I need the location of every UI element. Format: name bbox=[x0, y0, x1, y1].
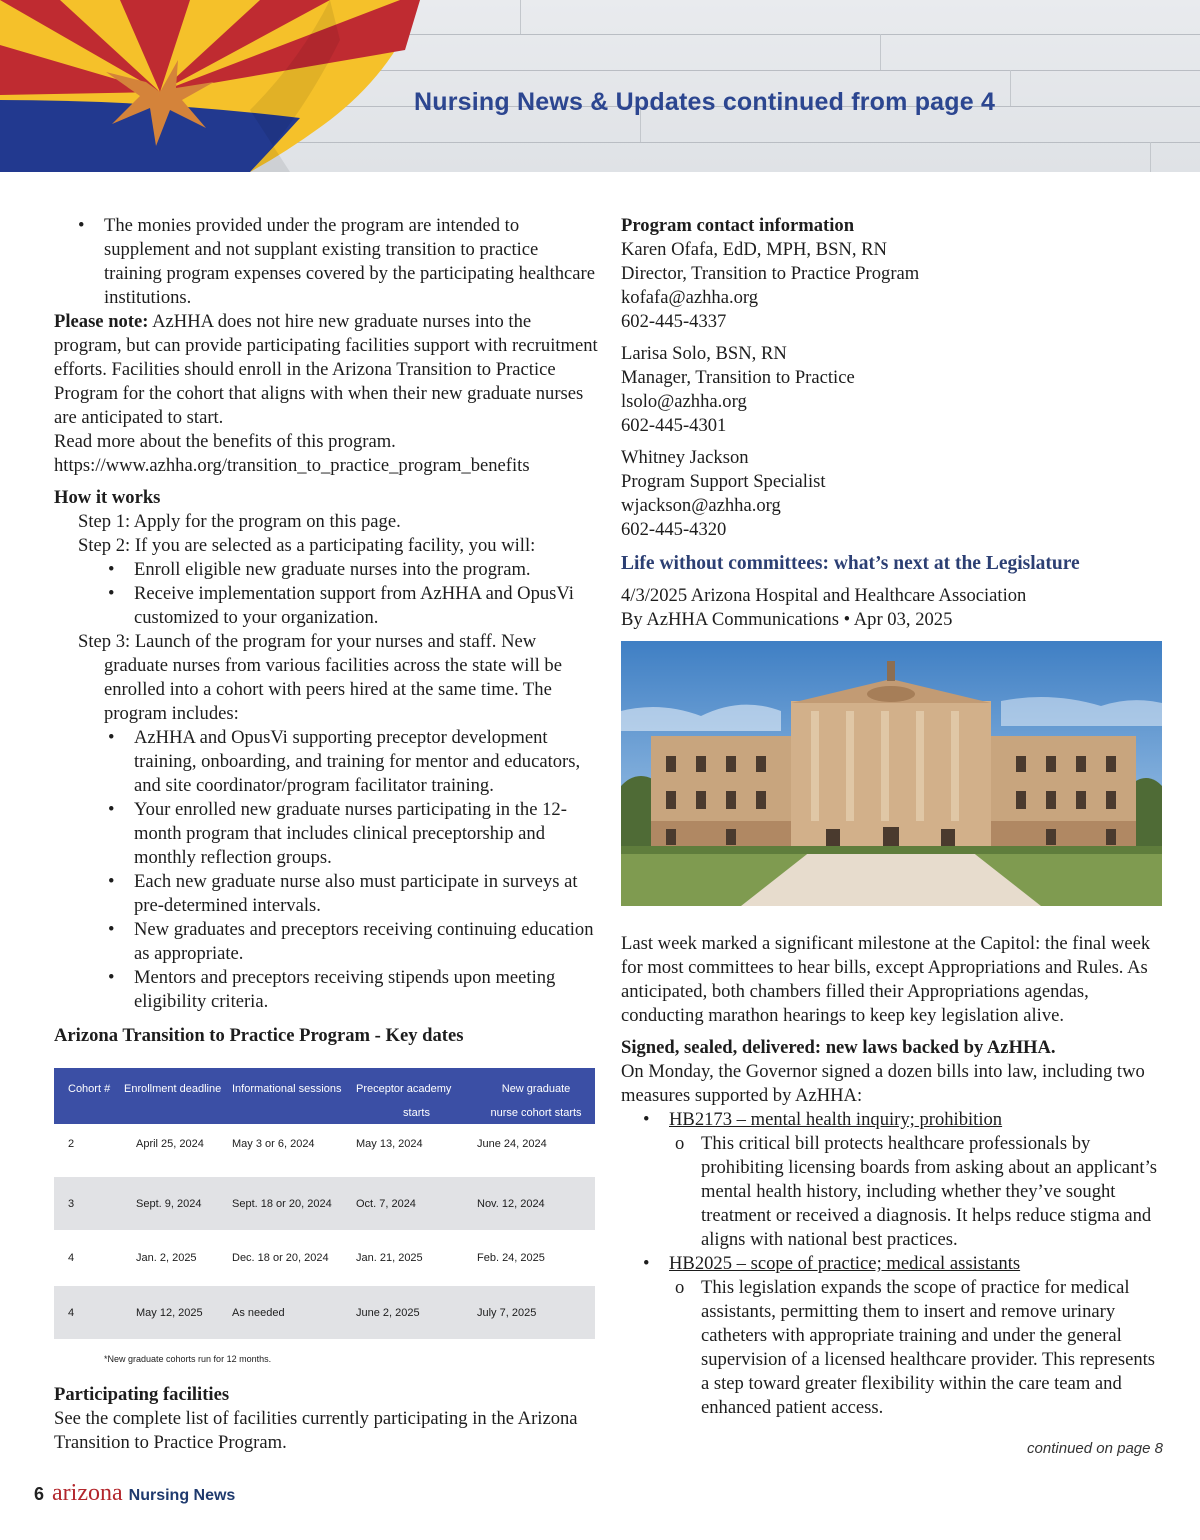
header-banner bbox=[0, 0, 1200, 172]
brand-script: arizona bbox=[52, 1480, 123, 1506]
read-more-link[interactable]: Read more about the benefits of this program. https://www.azhha.org/transition_to_practice_program_benefits bbox=[54, 431, 530, 476]
key-dates-heading: Arizona Transition to Practice Program - Key dates bbox=[54, 1025, 464, 1046]
bill-hb2025-description: o This legislation expands the scope of practice for medical assistants, permitting them to insert and remove urinary catheters with appropriate training and under the general supervision of a licensed healthcare provider. This represents a step toward greater flexibility within the care team and enhanced patient access. bbox=[621, 1276, 1166, 1420]
cell-cohort-start: July 7, 2025 bbox=[477, 1306, 537, 1319]
cell-sessions: As needed bbox=[232, 1306, 285, 1319]
contact-phone: 602-445-4337 bbox=[621, 311, 727, 332]
contact-email[interactable]: lsolo@azhha.org bbox=[621, 391, 747, 412]
contact-title: Director, Transition to Practice Program bbox=[621, 263, 920, 284]
cell-cohort: 3 bbox=[68, 1197, 75, 1210]
cell-sessions: Dec. 18 or 20, 2024 bbox=[232, 1252, 329, 1264]
cell-cohort-start: June 24, 2024 bbox=[477, 1138, 547, 1150]
header-preceptor-line2: starts bbox=[403, 1107, 430, 1119]
contact-email[interactable]: wjackson@azhha.org bbox=[621, 495, 781, 516]
contact-block bbox=[621, 446, 1166, 542]
header-cohort: Cohort # bbox=[68, 1083, 111, 1095]
header-new-graduate bbox=[477, 1077, 595, 1124]
cell-enrollment: May 12, 2025 bbox=[136, 1306, 203, 1319]
table-row bbox=[54, 1286, 595, 1339]
key-dates-table bbox=[54, 1068, 595, 1371]
cell-enrollment: Sept. 9, 2024 bbox=[136, 1197, 202, 1210]
contact-name: Larisa Solo, BSN, RN bbox=[621, 343, 787, 364]
cell-enrollment: Jan. 2, 2025 bbox=[136, 1252, 197, 1264]
banner-title: Nursing News & Updates continued from page 4 bbox=[414, 88, 996, 116]
table-header bbox=[54, 1068, 595, 1124]
header-enrollment-deadline: Enrollment deadline bbox=[124, 1083, 222, 1095]
arizona-flag-image bbox=[0, 0, 440, 172]
step-3: Step 3: Launch of the program for your nurses and staff. New graduate nurses from various facilities across the state will be enrolled into a cohort with peers hired at the same time. The program includes: bbox=[78, 631, 562, 724]
header-preceptor-academy bbox=[356, 1077, 477, 1124]
cell-sessions: May 3 or 6, 2024 bbox=[232, 1138, 315, 1150]
step-3-item: • Each new graduate nurse also must participate in surveys at pre-determined intervals. bbox=[54, 870, 599, 918]
cell-cohort: 4 bbox=[68, 1306, 75, 1319]
article-date: 4/3/2025 Arizona Hospital and Healthcare Association bbox=[621, 585, 1027, 606]
capitol-building-photo bbox=[621, 641, 1162, 906]
cell-sessions: Sept. 18 or 20, 2024 bbox=[232, 1197, 332, 1210]
cell-academy: Jan. 21, 2025 bbox=[356, 1252, 423, 1264]
table-footnote: *New graduate cohorts run for 12 months. bbox=[104, 1354, 272, 1364]
step-1: Step 1: Apply for the program on this page. bbox=[78, 511, 401, 532]
please-note-paragraph bbox=[54, 310, 599, 430]
table-row bbox=[54, 1230, 595, 1286]
cell-academy: May 13, 2024 bbox=[356, 1138, 423, 1150]
step-3-item: • AzHHA and OpusVi supporting preceptor development training, onboarding, and training for mentor and educators, and site coordinator/program facilitator training. bbox=[54, 726, 599, 798]
participating-text: See the complete list of facilities currently participating in the Arizona Transition to Practice Program. bbox=[54, 1408, 578, 1453]
contact-name: Karen Ofafa, EdD, MPH, BSN, RN bbox=[621, 239, 887, 260]
contact-block bbox=[621, 238, 1166, 334]
intro-bullet: • The monies provided under the program are intended to supplement and not supplant existing transition to practice training program expenses covered by the participating healthcare institutions. bbox=[54, 214, 599, 310]
contact-heading: Program contact information bbox=[621, 215, 855, 236]
left-column bbox=[54, 214, 599, 1455]
right-column bbox=[621, 214, 1166, 1420]
page-footer bbox=[34, 1480, 235, 1507]
page-number: 6 bbox=[34, 1484, 45, 1504]
contact-phone: 602-445-4320 bbox=[621, 519, 727, 540]
header-new-grad-line2: nurse cohort starts bbox=[490, 1107, 582, 1119]
signed-text: On Monday, the Governor signed a dozen bills into law, including two measures supported by AzHHA: bbox=[621, 1061, 1145, 1106]
contact-name: Whitney Jackson bbox=[621, 447, 749, 468]
cell-academy: June 2, 2025 bbox=[356, 1306, 420, 1319]
bill-hb2173-description: o This critical bill protects healthcare professionals by prohibiting licensing boards from asking about an applicant’s mental health history, including whether they’ve sought treatment or received a diagnosis. It helps reduce stigma and aligns with national best practices. bbox=[621, 1132, 1166, 1252]
contact-phone: 602-445-4301 bbox=[621, 415, 727, 436]
brand-text: Nursing News bbox=[128, 1487, 236, 1504]
cell-cohort-start: Nov. 12, 2024 bbox=[477, 1197, 545, 1210]
bill-link-hb2025[interactable] bbox=[621, 1252, 1166, 1276]
contact-block bbox=[621, 342, 1166, 438]
contact-title: Program Support Specialist bbox=[621, 471, 826, 492]
step-3-item: • Mentors and preceptors receiving stipends upon meeting eligibility criteria. bbox=[54, 966, 599, 1014]
please-note-text: AzHHA does not hire new graduate nurses into the program, but can provide participating facilities support with recruitment efforts. Facilities should enroll in the Arizona Transition to Practice Program for the cohort that aligns with when their new graduate nurses are anticipated to start. bbox=[54, 311, 598, 428]
header-preceptor-line1: Preceptor academy bbox=[356, 1083, 452, 1095]
continued-note: continued on page 8 bbox=[1027, 1440, 1163, 1457]
bill-link-hb2173[interactable] bbox=[621, 1108, 1166, 1132]
cell-academy: Oct. 7, 2024 bbox=[356, 1197, 416, 1210]
step-3-item: • New graduates and preceptors receiving continuing education as appropriate. bbox=[54, 918, 599, 966]
cell-cohort: 4 bbox=[68, 1252, 75, 1264]
step-2-item: • Enroll eligible new graduate nurses into the program. bbox=[54, 558, 599, 582]
bill-hb2173-label[interactable]: HB2173 – mental health inquiry; prohibition bbox=[669, 1109, 1003, 1130]
please-note-label: Please note: bbox=[54, 311, 149, 332]
article-body-paragraph: Last week marked a significant milestone at the Capitol: the final week for most committees to hear bills, except Appropriations and Rules. As anticipated, both chambers filled their Appropriations agendas, conducting marathon hearings to keep key legislation alive. bbox=[621, 933, 1151, 1026]
signed-heading: Signed, sealed, delivered: new laws backed by AzHHA. bbox=[621, 1037, 1056, 1058]
article-byline: By AzHHA Communications • Apr 03, 2025 bbox=[621, 609, 953, 630]
article-title: Life without committees: what’s next at the Legislature bbox=[621, 553, 1080, 574]
cell-cohort-start: Feb. 24, 2025 bbox=[477, 1252, 545, 1264]
cell-enrollment: April 25, 2024 bbox=[136, 1138, 204, 1150]
step-3-item: • Your enrolled new graduate nurses participating in the 12-month program that includes clinical preceptorship and monthly reflection groups. bbox=[54, 798, 599, 870]
contact-title: Manager, Transition to Practice bbox=[621, 367, 855, 388]
table-row bbox=[54, 1177, 595, 1230]
cell-cohort: 2 bbox=[68, 1138, 75, 1150]
step-2: Step 2: If you are selected as a participating facility, you will: bbox=[78, 535, 536, 556]
contact-email[interactable]: kofafa@azhha.org bbox=[621, 287, 759, 308]
table-row bbox=[54, 1124, 595, 1164]
header-informational-sessions: Informational sessions bbox=[232, 1083, 342, 1095]
header-new-grad-line1: New graduate bbox=[501, 1083, 571, 1095]
bill-hb2025-label[interactable]: HB2025 – scope of practice; medical assistants bbox=[669, 1253, 1021, 1274]
participating-heading: Participating facilities bbox=[54, 1384, 230, 1405]
step-2-item: • Receive implementation support from AzHHA and OpusVi customized to your organization. bbox=[54, 582, 599, 630]
how-it-works-heading: How it works bbox=[54, 487, 161, 508]
